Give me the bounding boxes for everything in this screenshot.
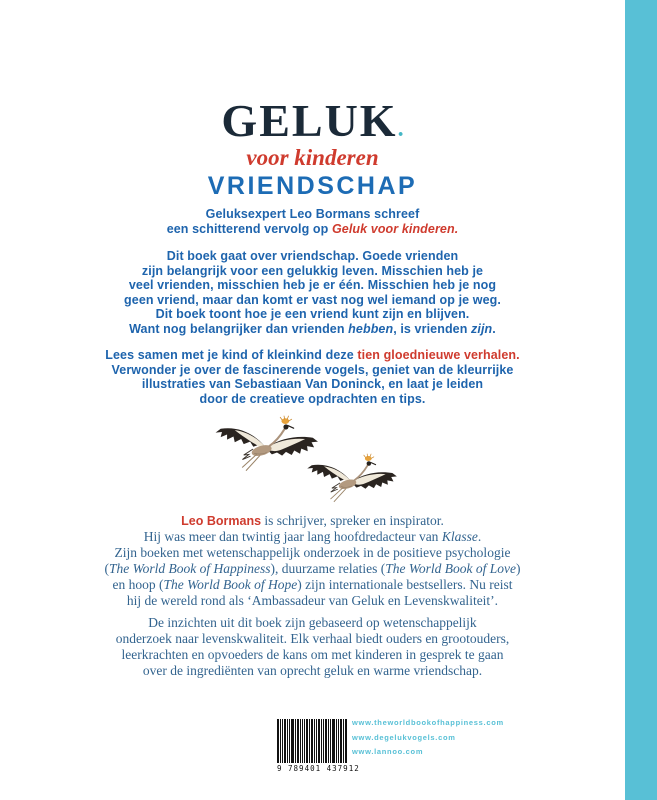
barcode-bar [316, 719, 317, 763]
text-line: over de ingrediënten van oprecht geluk en warme vriendschap. [142, 663, 483, 678]
barcode-bar [297, 719, 299, 763]
text-line: geen vriend, maar dan komt er vast nog wel iemand op je weg. [124, 292, 501, 307]
barcode-bar [304, 719, 305, 763]
barcode-bar [345, 719, 347, 763]
barcode-bar [300, 719, 301, 763]
text-line: door de creatieve opdrachten en tips. [199, 391, 426, 406]
title-block [0, 95, 625, 201]
insights-paragraph [0, 615, 625, 679]
text-line: Lees samen met je kind of kleinkind deze tien gloednieuwe verhalen. [105, 348, 520, 362]
text-line: illustraties van Sebastiaan Van Doninck, en laat je leiden [141, 377, 484, 391]
text-line: Geluksexpert Leo Bormans schreef [205, 207, 420, 221]
barcode-bar [306, 719, 308, 763]
book-edge-stripe [625, 0, 657, 800]
text-line: (The World Book of Happiness), duurzame relaties (The World Book of Love) [104, 561, 521, 576]
text-line: Zijn boeken met wetenschappelijk onderzoek in de positieve psychologie [114, 545, 511, 560]
text-line: Want nog belangrijker dan vrienden hebben, is vrienden zijn. [129, 321, 496, 336]
text-line: hij de wereld rond als ‘Ambassadeur van Geluk en Levenskwaliteit’. [126, 593, 499, 608]
barcode-bar [277, 719, 279, 763]
text-line: Dit boek gaat over vriendschap. Goede vrienden [166, 249, 459, 263]
text-line: zijn belangrijk voor een gelukkig leven. Misschien heb je [141, 263, 484, 278]
barcode-bar [311, 719, 314, 763]
book-title [0, 95, 625, 146]
barcode-bar [330, 719, 331, 763]
book-title-text: GELUK [221, 95, 398, 146]
text-line: De inzichten uit dit boek zijn gebaseerd op wetenschappelijk [148, 615, 477, 630]
book-subtitle: voor kinderen [246, 145, 379, 170]
text-line: Dit boek toont hoe je een vriend kunt zijn en blijven. [155, 307, 470, 321]
barcode-bar [343, 719, 344, 763]
barcode-bar [314, 719, 315, 763]
barcode-bar [289, 719, 290, 763]
text-line: Leo Bormans is schrijver, spreker en inspirator. [181, 513, 444, 528]
website-link: www.theworldbookofhappiness.com [352, 718, 504, 727]
barcode-bar [282, 719, 283, 763]
barcode-bar [291, 719, 294, 763]
barcode-bar [328, 719, 329, 763]
barcode-bar [340, 719, 342, 763]
crane-small [307, 454, 397, 502]
barcode-bar [287, 719, 288, 763]
author-paragraph [0, 513, 625, 609]
barcode-bar [280, 719, 281, 763]
isbn-barcode [277, 719, 360, 773]
text-line: Hij was meer dan twintig jaar lang hoofdredacteur van Klasse. [143, 529, 482, 544]
barcode-bar [295, 719, 296, 763]
barcode-bar [336, 719, 337, 763]
barcode-bar [309, 719, 310, 763]
isbn-digits: 9 789401 437912 [277, 764, 360, 773]
text-line: en hoop (The World Book of Hope) zijn internationale bestsellers. Nu reist [112, 577, 513, 592]
barcode-bars [277, 719, 347, 763]
text-line: een schitterend vervolg op Geluk voor kinderen. [166, 221, 459, 236]
barcode-bar [302, 719, 303, 763]
publisher-websites [352, 716, 504, 760]
barcode-bar [332, 719, 335, 763]
title-dot: . [397, 116, 404, 142]
barcode-bar [338, 719, 339, 763]
book-series-title: VRIENDSCHAP [207, 172, 418, 201]
description-paragraph [0, 249, 625, 336]
crane-large [215, 416, 317, 470]
website-link: www.lannoo.com [352, 747, 424, 757]
barcode-bar [323, 719, 324, 763]
text-line: onderzoek naar levenskwaliteit. Elk verhaal biedt ouders en grootouders, [115, 631, 510, 646]
barcode-bar [325, 719, 327, 763]
barcode-bar [321, 719, 322, 763]
barcode-bar [284, 719, 286, 763]
cranes-svg [213, 414, 413, 522]
invitation-paragraph [0, 348, 625, 406]
website-link: www.degelukvogels.com [352, 732, 456, 742]
intro-paragraph [0, 207, 625, 236]
text-line: Verwonder je over de fascinerende vogels, geniet van de kleurrijke [111, 362, 514, 377]
barcode-bar [318, 719, 320, 763]
text-line: leerkrachten en opvoeders de kans om met kinderen in gesprek te gaan [121, 647, 504, 662]
text-line: veel vrienden, misschien heb je er één. Misschien heb je nog [128, 278, 497, 292]
cranes-illustration [0, 414, 625, 522]
